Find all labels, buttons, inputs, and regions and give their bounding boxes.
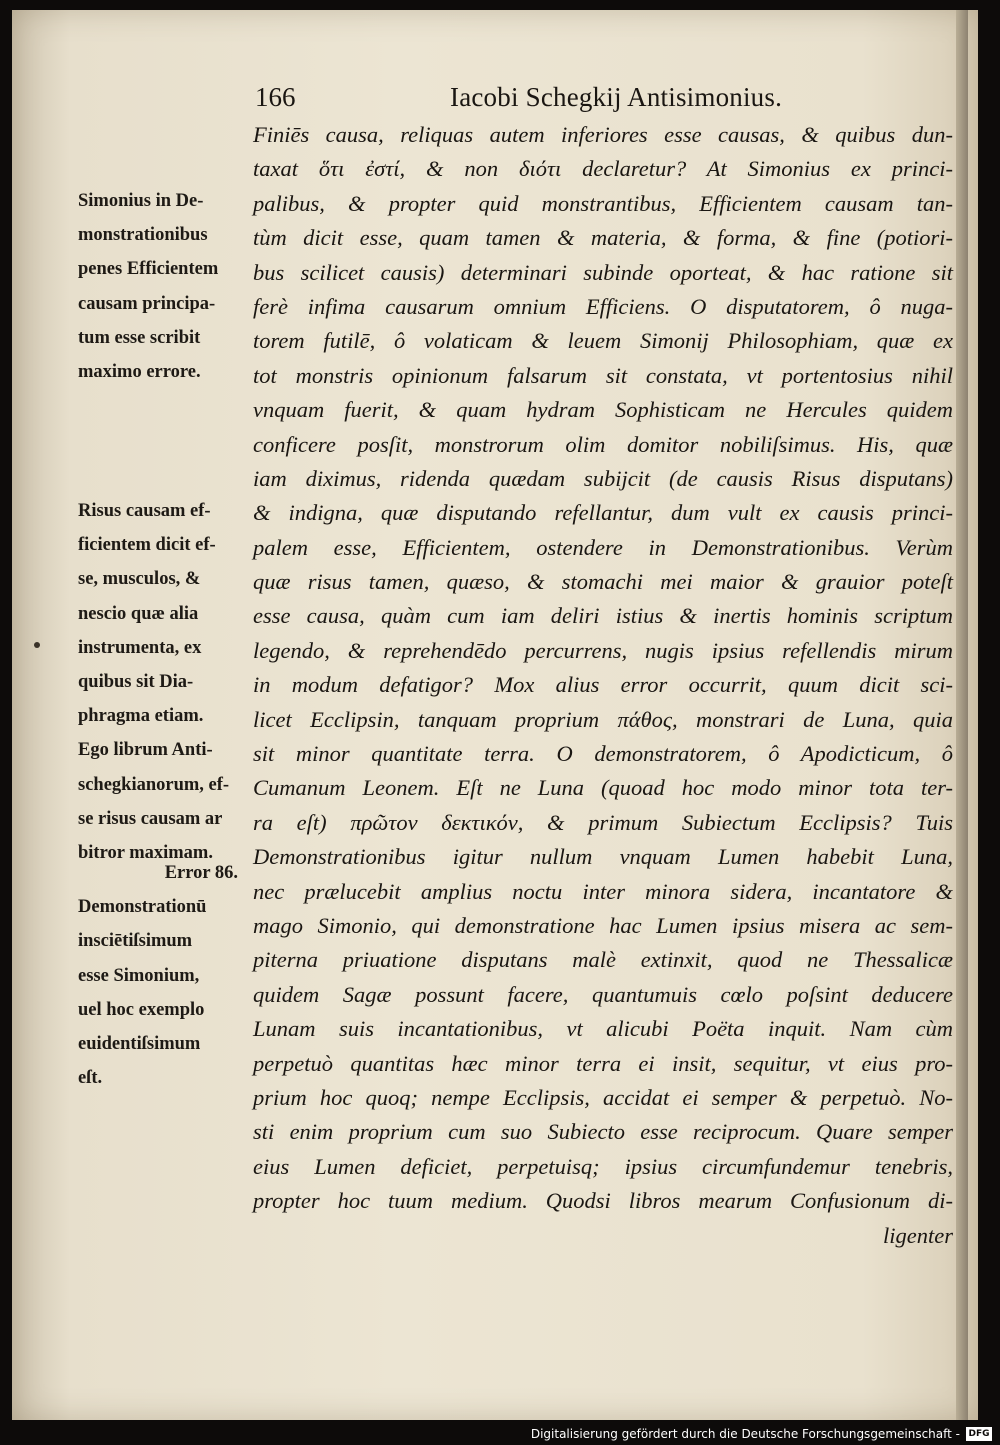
text-line: Finiēs causa, reliquas autem inferiores esse causas, & quibus dun- xyxy=(253,122,953,147)
text-line: in modum defatigor? Mox alius error occurrit, quum dicit sci- xyxy=(253,672,953,698)
text-line: Lunam suis incantationibus, vt alicubi Poëta inquit. Nam cùm xyxy=(253,1016,953,1042)
margin-line: uel hoc exemplo xyxy=(78,999,205,1020)
margin-line: maximo errore. xyxy=(78,361,201,382)
text-line: tot monstris opinionum falsarum sit constata, vt portentosius nihil xyxy=(253,362,953,388)
running-title: Iacobi Schegkij Antisimonius. xyxy=(450,82,783,112)
text-line: esse causa, quàm cum iam deliri istius & inertis hominis scriptum xyxy=(253,603,953,629)
funding-text: Digitalisierung gefördert durch die Deutsche Forschungsgemeinschaft - xyxy=(530,1427,960,1441)
margin-note-error-86 xyxy=(78,856,250,1095)
funding-footer xyxy=(531,1424,992,1444)
text-line: mago Simonio, qui demonstratione hac Lumen ipsius misera ac sem- xyxy=(253,912,953,938)
margin-line: esse Simonium, xyxy=(78,965,200,986)
margin-note-risus xyxy=(78,494,250,870)
text-line: prium hoc quoq; nempe Ecclipsis, accidat ei semper & perpetuò. No- xyxy=(253,1084,953,1110)
main-text-block xyxy=(253,118,953,1253)
text-line: licet Ecclipsin, tanquam proprium πάθος, monstrari de Luna, quia xyxy=(253,706,953,732)
margin-line: Risus causam ef- xyxy=(78,501,211,521)
text-line: conficere posſit, monstrorum olim domitor nobiliſsimus. His, quæ xyxy=(253,431,953,457)
margin-line: causam principa- xyxy=(78,293,216,314)
text-line: iam diximus, ridenda quædam subijcit (de causis Risus disputans) xyxy=(253,465,953,491)
text-line: Demonstrationibus igitur nullum vnquam Lumen habebit Luna, xyxy=(253,844,953,870)
margin-line: instrumenta, ex xyxy=(78,637,202,658)
text-line: perpetuò quantitas hæc minor terra ei insit, sequitur, vt eius pro- xyxy=(253,1050,953,1076)
text-line: propter hoc tuum medium. Quodsi libros mearum Confusionum di- xyxy=(253,1188,953,1214)
text-line: torem futilē, ô volaticam & leuem Simonij Philosophiam, quæ ex xyxy=(253,328,953,354)
margin-line: monstrationibus xyxy=(78,225,208,246)
ink-spot xyxy=(34,642,40,648)
margin-line: Simonius in De- xyxy=(78,191,204,211)
text-line: nec prælucebit amplius noctu inter minora sidera, incantatore & xyxy=(253,878,953,904)
text-line: & indigna, quæ disputando refellantur, dum vult ex causis princi- xyxy=(253,500,953,526)
text-line: tùm dicit esse, quam tamen & materia, & forma, & fine (potiori- xyxy=(253,225,953,251)
text-line: palibus, & propter quid monstrantibus, Efficientem causam tan- xyxy=(253,190,953,216)
margin-line: insciētiſsimum xyxy=(78,931,193,952)
text-line: ra eſt) πρῶτον δεκτικόν, & primum Subiectum Ecclipsis? Tuis xyxy=(253,809,953,835)
text-line: quidem Sagæ possunt facere, quantumuis cœlo poſsint deducere xyxy=(253,981,953,1007)
error-number: Error 86. xyxy=(164,863,238,883)
dfg-logo: DFG xyxy=(966,1427,992,1441)
page-header xyxy=(255,82,965,118)
margin-line: se, musculos, & xyxy=(78,569,201,590)
text-line: piterna priuatione disputans malè extinxit, quod ne Thessalicæ xyxy=(253,947,953,973)
margin-line: tum esse scribit xyxy=(78,327,201,348)
text-line: palem esse, Efficientem, ostendere in Demonstrationibus. Verùm xyxy=(253,534,953,560)
text-line: sit minor quantitate terra. O demonstratorem, ô Apodicticum, ô xyxy=(253,741,953,767)
text-line: taxat ὅτι ἐστί, & non διότι declaretur? At Simonius ex princi- xyxy=(253,156,953,182)
text-line: quæ risus tamen, quæso, & stomachi mei maior & grauior poteſt xyxy=(253,569,953,595)
text-line: eius Lumen deficiet, perpetuisq; ipsius circumfundemur tenebris, xyxy=(253,1153,953,1179)
margin-note-simonius xyxy=(78,184,250,389)
margin-line: phragma etiam. xyxy=(78,706,204,727)
text-line: ferè infima causarum omnium Efficiens. O disputatorem, ô nuga- xyxy=(253,293,953,319)
text-line: bus scilicet causis) determinari subinde oporteat, & hac ratione sit xyxy=(253,259,953,285)
page-edge xyxy=(956,10,968,1420)
text-line: legendo, & reprehendēdo percurrens, nugis ipsius refellendis mirum xyxy=(253,637,953,663)
text-line: vnquam fuerit, & quam hydram Sophisticam ne Hercules quidem xyxy=(253,397,953,423)
margin-line: euidentiſsimum xyxy=(78,1033,201,1054)
margin-line: bitror maximam. xyxy=(78,842,213,863)
text-line: sti enim proprium cum suo Subiecto esse reciprocum. Quare semper xyxy=(253,1119,953,1145)
text-line: Cumanum Leonem. Eſt ne Luna (quoad hoc modo minor tota ter- xyxy=(253,775,953,801)
margin-line: eſt. xyxy=(78,1068,103,1089)
page-number: 166 xyxy=(255,82,296,112)
margin-line: quibus sit Dia- xyxy=(78,671,194,692)
catchword: ligenter xyxy=(883,1222,953,1248)
margin-line: penes Efficientem xyxy=(78,259,219,280)
margin-line: schegkianorum, ef- xyxy=(78,774,230,795)
margin-line: Demonstrationū xyxy=(78,897,207,918)
margin-line: Ego librum Anti- xyxy=(78,740,213,761)
margin-line: ficientem dicit ef- xyxy=(78,535,216,556)
margin-line: se risus causam ar xyxy=(78,808,223,829)
margin-line: nescio quæ alia xyxy=(78,603,199,624)
